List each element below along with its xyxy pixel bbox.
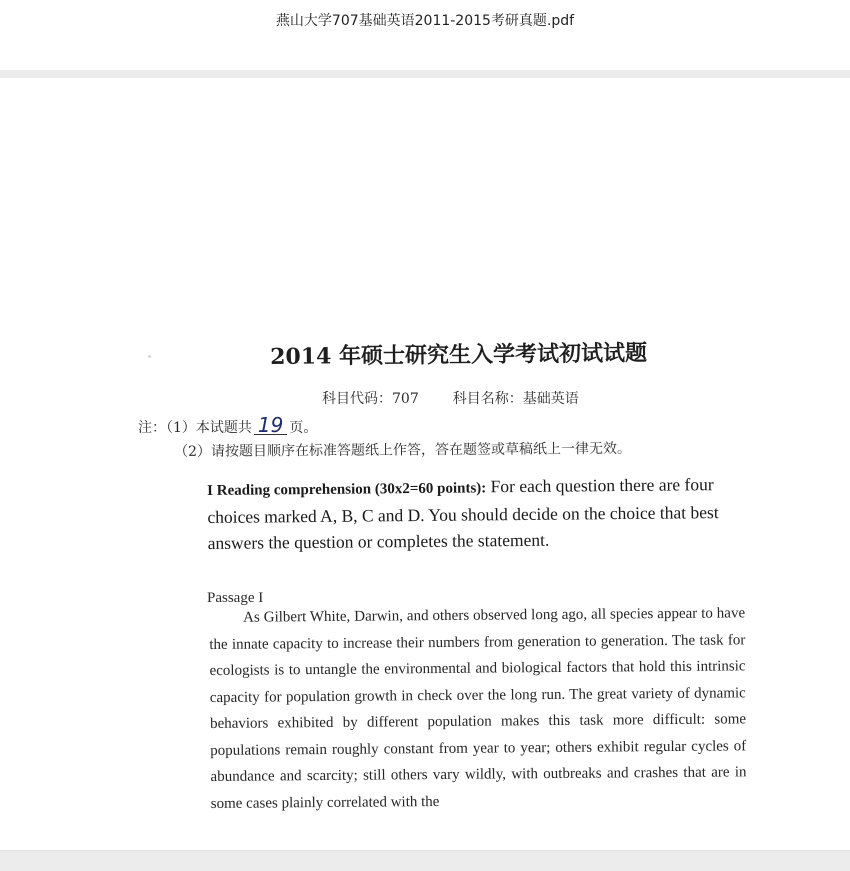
file-title: 燕山大学707基础英语2011-2015考研真题.pdf — [275, 13, 575, 29]
note1-suffix: 页。 — [289, 420, 318, 436]
passage-label: Passage I — [207, 590, 264, 606]
exam-title: 2014 年硕士研究生入学考试初试试题 — [270, 340, 648, 370]
section-instruction-text: For each question there are four choices marked A, B, C and D. You should decide on the choice that best answers the question or completes the statement. — [207, 474, 719, 553]
section-heading: I Reading comprehension (30x2=60 points): — [207, 480, 487, 499]
note-answer-sheet: （2）请按题目顺序在标准答题纸上作答，答在题签或草稿纸上一律无效。 — [174, 440, 632, 460]
section-instructions — [207, 471, 753, 556]
note-page-count — [138, 413, 318, 437]
pdf-page[interactable] — [0, 78, 850, 850]
note1-prefix: 注：（1）本试题共 — [138, 420, 252, 436]
passage-text: As Gilbert White, Darwin, and others observed long ago, all species appear to have the innate capacity to increase their numbers from generation to generation. The task for ecologists is to untangle the environmental and biological factors that hold this intrinsic capacity for population growth in check over the long run. The great variety of dynamic behaviors exhibited by different population makes this task more difficult: some populations remain roughly constant from year to year; others exhibit regular cycles of abundance and scarcity; still others vary wildly, with outbreaks and crashes that are in some cases plainly correlated with the — [209, 605, 747, 812]
subject-info — [322, 388, 579, 408]
handwritten-page-count: 19 — [254, 416, 287, 435]
scan-speck — [148, 355, 151, 358]
viewer-header — [0, 0, 850, 70]
subject-name: 科目名称：基础英语 — [452, 391, 579, 407]
subject-code: 科目代码：707 — [322, 391, 419, 407]
page-separator-bottom — [0, 850, 850, 871]
